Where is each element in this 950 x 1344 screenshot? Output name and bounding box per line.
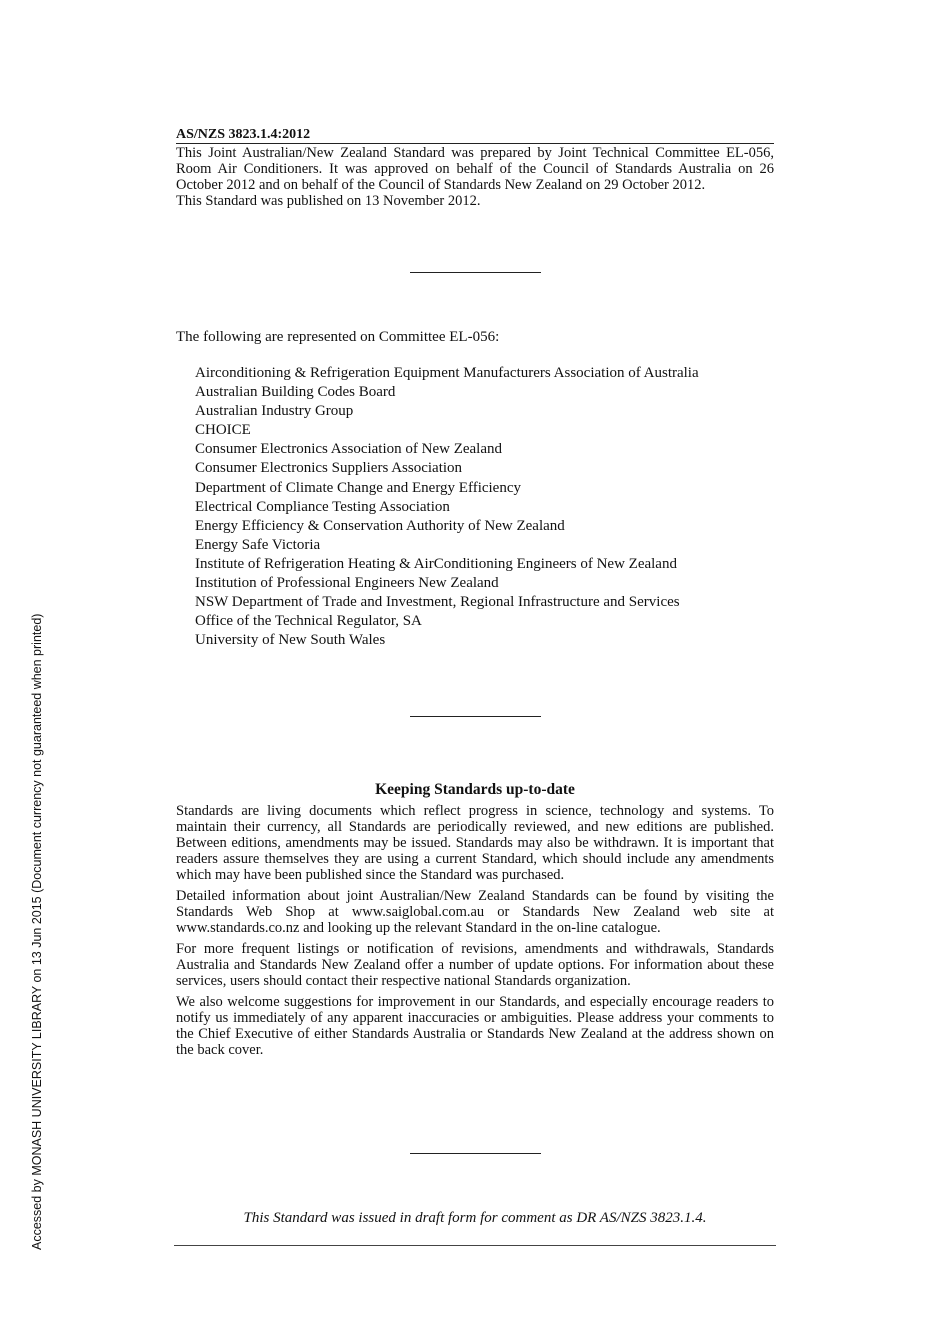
list-item: Office of the Technical Regulator, SA: [195, 613, 422, 630]
list-item: NSW Department of Trade and Investment, Regional Infrastructure and Services: [195, 594, 680, 611]
committee-lead: The following are represented on Committee EL-056:: [176, 329, 500, 345]
draft-note: This Standard was issued in draft form for comment as DR AS/NZS 3823.1.4.: [243, 1210, 707, 1226]
keeping-paragraph: For more frequent listings or notification of revisions, amendments and withdrawals, Standards Australia and Standards New Zealand offer a number of update options. For information about these services, users should contact their respective national Standards organization.: [176, 941, 774, 989]
divider-rule: [410, 716, 541, 717]
standard-id: AS/NZS 3823.1.4:2012: [176, 126, 774, 144]
list-item: Institute of Refrigeration Heating & AirConditioning Engineers of New Zealand: [195, 555, 677, 572]
list-item: Consumer Electronics Suppliers Association: [195, 460, 463, 477]
keeping-paragraph: We also welcome suggestions for improvement in our Standards, and especially encourage readers to notify us immediately of any apparent inaccuracies or ambiguities. Please address your comments to the Chief Executive of either Standards Australia or Standards New Zealand at the address shown on the back cover.: [176, 994, 774, 1058]
keeping-paragraph: Standards are living documents which reflect progress in science, technology and systems. To maintain their currency, all Standards are periodically reviewed, and new editions are published. Between editions, amendments may be issued. Standards may also be withdrawn. It is important that readers assure themselves they are using a current Standard, which should include any amendments which may have been published since the Standard was purchased.: [176, 803, 774, 883]
list-item: CHOICE: [195, 422, 251, 439]
keeping-paragraph: Detailed information about joint Australian/New Zealand Standards can be found by visiting the Standards Web Shop at www.saiglobal.com.au or Standards New Zealand web site at www.standards.co.nz and looking up the relevant Standard in the on-line catalogue.: [176, 888, 774, 936]
divider-rule: [410, 1153, 541, 1154]
access-watermark: Accessed by MONASH UNIVERSITY LIBRARY on 13 Jun 2015 (Document currency not guaranteed when printed): [30, 613, 44, 1250]
committee-members-list: [195, 364, 699, 650]
published-date: This Standard was published on 13 November 2012.: [176, 193, 481, 209]
list-item: Airconditioning & Refrigeration Equipment Manufacturers Association of Australia: [195, 365, 699, 381]
list-item: Electrical Compliance Testing Association: [195, 498, 450, 515]
intro-paragraph: This Joint Australian/New Zealand Standard was prepared by Joint Technical Committee EL-056, Room Air Conditioners. It was approved on behalf of the Council of Standards Australia on 26 October 2012 and on behalf of the Council of Standards New Zealand on 29 October 2012.: [176, 145, 774, 193]
list-item: Institution of Professional Engineers New Zealand: [195, 575, 499, 592]
divider-rule: [410, 272, 541, 273]
keeping-heading: Keeping Standards up-to-date: [375, 781, 575, 798]
bottom-rule: [174, 1245, 776, 1246]
list-item: Energy Efficiency & Conservation Authority of New Zealand: [195, 517, 565, 534]
intro-block: [176, 145, 774, 209]
keeping-body: [176, 803, 774, 1063]
list-item: Department of Climate Change and Energy Efficiency: [195, 479, 522, 496]
list-item: Australian Building Codes Board: [195, 384, 396, 401]
list-item: Australian Industry Group: [195, 403, 354, 420]
list-item: Consumer Electronics Association of New Zealand: [195, 441, 503, 458]
list-item: Energy Safe Victoria: [195, 536, 321, 553]
list-item: University of New South Wales: [195, 632, 386, 649]
